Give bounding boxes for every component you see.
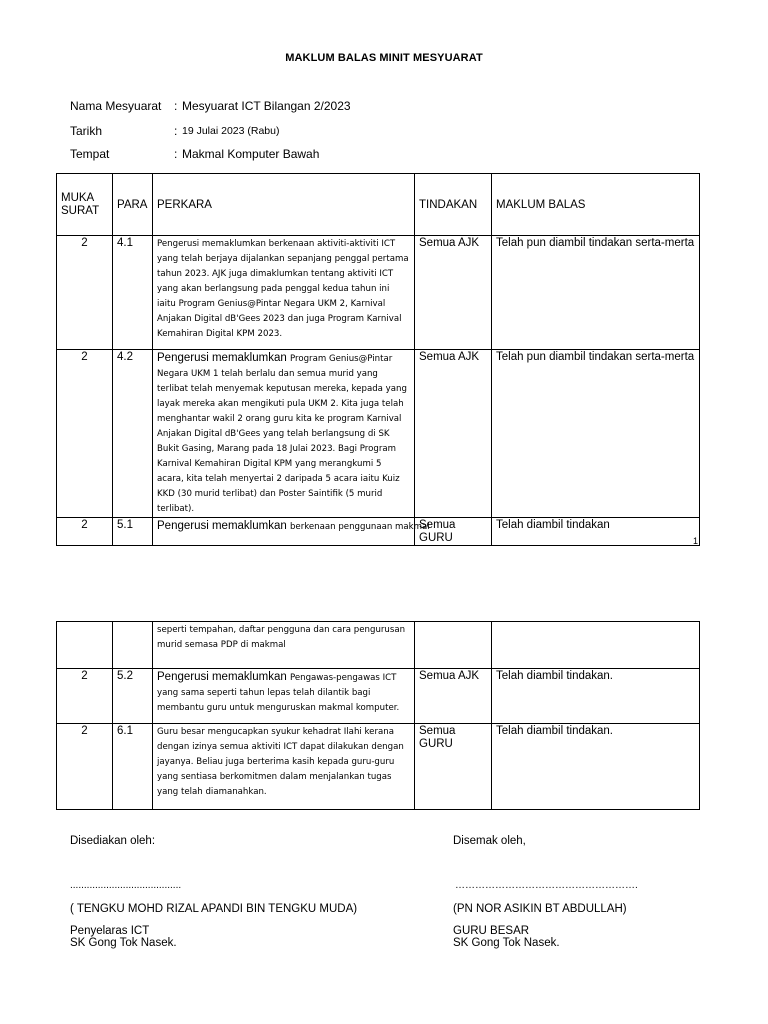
cell-tindakan bbox=[415, 622, 492, 669]
table-row bbox=[57, 350, 700, 518]
page-number: 1 bbox=[693, 536, 699, 546]
meta-label-meeting: Nama Mesyuarat bbox=[70, 99, 162, 113]
signature-line-right: ………………………………………………. bbox=[455, 880, 638, 891]
cell-muka: 2 bbox=[57, 518, 113, 546]
cell-tindakan: Semua AJK bbox=[415, 669, 492, 724]
header-para: PARA bbox=[113, 174, 153, 236]
signature-line-left: ........................................ bbox=[70, 880, 182, 891]
reviewed-by-label: Disemak oleh, bbox=[453, 835, 526, 847]
perkara-lead: Pengerusi memaklumkan bbox=[157, 520, 290, 532]
meta-colon: : bbox=[174, 124, 178, 138]
cell-maklum-balas: Telah pun diambil tindakan serta-merta bbox=[492, 236, 700, 350]
cell-perkara bbox=[153, 622, 415, 669]
table-row bbox=[57, 724, 700, 810]
perkara-lead: Pengerusi memaklumkan bbox=[157, 352, 290, 364]
cell-maklum-balas: Telah pun diambil tindakan serta-merta bbox=[492, 350, 700, 518]
cell-para: 5.1 bbox=[113, 518, 153, 546]
preparer-name: ( TENGKU MOHD RIZAL APANDI BIN TENGKU MUDA) bbox=[70, 903, 358, 915]
perkara-text: Pengerusi memaklumkan berkenaan aktiviti-aktiviti ICT yang telah berjaya dijalankan sepanjang penggal pertama tahun 2023. AJK juga dimaklumkan tentang aktiviti ICT yang akan berlangsung pada penggal kedua tahun ini iaitu Program Genius@Pintar Negara UKM 2, Karnival Anjakan Digital dB'Gees 2023 dan juga Program Karnival Kemahiran Digital KPM 2023. bbox=[157, 239, 409, 339]
cell-perkara bbox=[153, 350, 415, 518]
table-row bbox=[57, 518, 700, 546]
header-tindakan: TINDAKAN bbox=[415, 174, 492, 236]
cell-perkara bbox=[153, 724, 415, 810]
preparer-school: SK Gong Tok Nasek. bbox=[70, 937, 177, 949]
minutes-table bbox=[56, 173, 700, 546]
table-header-row bbox=[57, 174, 700, 236]
document-title: MAKLUM BALAS MINIT MESYUARAT bbox=[285, 52, 483, 64]
perkara-text: seperti tempahan, daftar pengguna dan cara pengurusan murid semasa PDP di makmal bbox=[157, 625, 406, 650]
reviewer-name: (PN NOR ASIKIN BT ABDULLAH) bbox=[453, 903, 627, 915]
perkara-lead: Pengerusi memaklumkan bbox=[157, 671, 290, 683]
perkara-text: Program Genius@Pintar Negara UKM 1 telah berlalu dan semua murid yang terlibat telah menyemak keputusan mereka, kepada yang layak mereka akan mengikuti pula UKM 2. Kita juga telah menghantar wakil 2 orang guru kita ke program Karnival Anjakan Digital dB'Gees yang telah berlangsung di SK Bukit Gasing, Marang pada 18 Julai 2023. Bagi Program Karnival Kemahiran Digital KPM yang merangkumi 5 acara, kita telah menyertai 2 daripada 5 acara iaitu Kuiz KKD (30 murid terlibat) dan Poster Saintifik (5 murid terlibat). bbox=[157, 354, 407, 514]
header-muka-label: MUKA bbox=[61, 192, 95, 204]
perkara-text: Guru besar mengucapkan syukur kehadrat Ilahi kerana dengan izinya semua aktiviti ICT dapat dilakukan dengan jayanya. Beliau juga berterima kasih kepada guru-guru yang sentiasa berkomitmen dalam menjalankan tugas yang telah diamanahkan. bbox=[157, 727, 404, 797]
meta-colon: : bbox=[174, 99, 178, 113]
cell-maklum-balas bbox=[492, 622, 700, 669]
minutes-table-continued bbox=[56, 621, 700, 810]
table-row bbox=[57, 622, 700, 669]
cell-para: 4.2 bbox=[113, 350, 153, 518]
table-row bbox=[57, 236, 700, 350]
cell-para: 4.1 bbox=[113, 236, 153, 350]
meta-label-date: Tarikh bbox=[70, 124, 103, 138]
cell-maklum-balas: Telah diambil tindakan. bbox=[492, 724, 700, 810]
cell-tindakan: Semua AJK bbox=[415, 350, 492, 518]
cell-tindakan: Semua GURU bbox=[415, 724, 492, 810]
cell-muka: 2 bbox=[57, 350, 113, 518]
preparer-role: Penyelaras ICT bbox=[70, 925, 150, 937]
header-maklum-balas: MAKLUM BALAS bbox=[492, 174, 700, 236]
cell-muka bbox=[57, 622, 113, 669]
cell-para: 6.1 bbox=[113, 724, 153, 810]
header-surat-label: SURAT bbox=[61, 205, 100, 217]
cell-maklum-balas: Telah diambil tindakan bbox=[492, 518, 700, 546]
header-perkara: PERKARA bbox=[153, 174, 415, 236]
perkara-text: Pengawas-pengawas ICT yang sama seperti tahun lepas telah dilantik bagi membantu guru untuk menguruskan makmal komputer. bbox=[157, 673, 400, 713]
cell-perkara bbox=[153, 518, 430, 546]
meta-label-place: Tempat bbox=[70, 147, 110, 161]
prepared-by-label: Disediakan oleh: bbox=[70, 835, 156, 847]
header-muka-surat bbox=[57, 174, 113, 236]
perkara-text: berkenaan penggunaan makmal bbox=[289, 522, 430, 532]
meta-colon: : bbox=[174, 147, 178, 161]
cell-muka: 2 bbox=[57, 724, 113, 810]
cell-para: 5.2 bbox=[113, 669, 153, 724]
meta-value-meeting: Mesyuarat ICT Bilangan 2/2023 bbox=[182, 99, 351, 113]
meta-value-date: 19 Julai 2023 (Rabu) bbox=[182, 125, 280, 137]
cell-para bbox=[113, 622, 153, 669]
cell-tindakan: Semua AJK bbox=[415, 236, 492, 350]
cell-maklum-balas: Telah diambil tindakan. bbox=[492, 669, 700, 724]
cell-perkara bbox=[153, 669, 415, 724]
reviewer-school: SK Gong Tok Nasek. bbox=[453, 937, 560, 949]
cell-muka: 2 bbox=[57, 236, 113, 350]
table-row bbox=[57, 669, 700, 724]
cell-tindakan: Semua GURU bbox=[415, 518, 492, 546]
reviewer-role: GURU BESAR bbox=[453, 925, 530, 937]
cell-muka: 2 bbox=[57, 669, 113, 724]
meta-value-place: Makmal Komputer Bawah bbox=[182, 147, 320, 161]
cell-perkara bbox=[153, 236, 415, 350]
